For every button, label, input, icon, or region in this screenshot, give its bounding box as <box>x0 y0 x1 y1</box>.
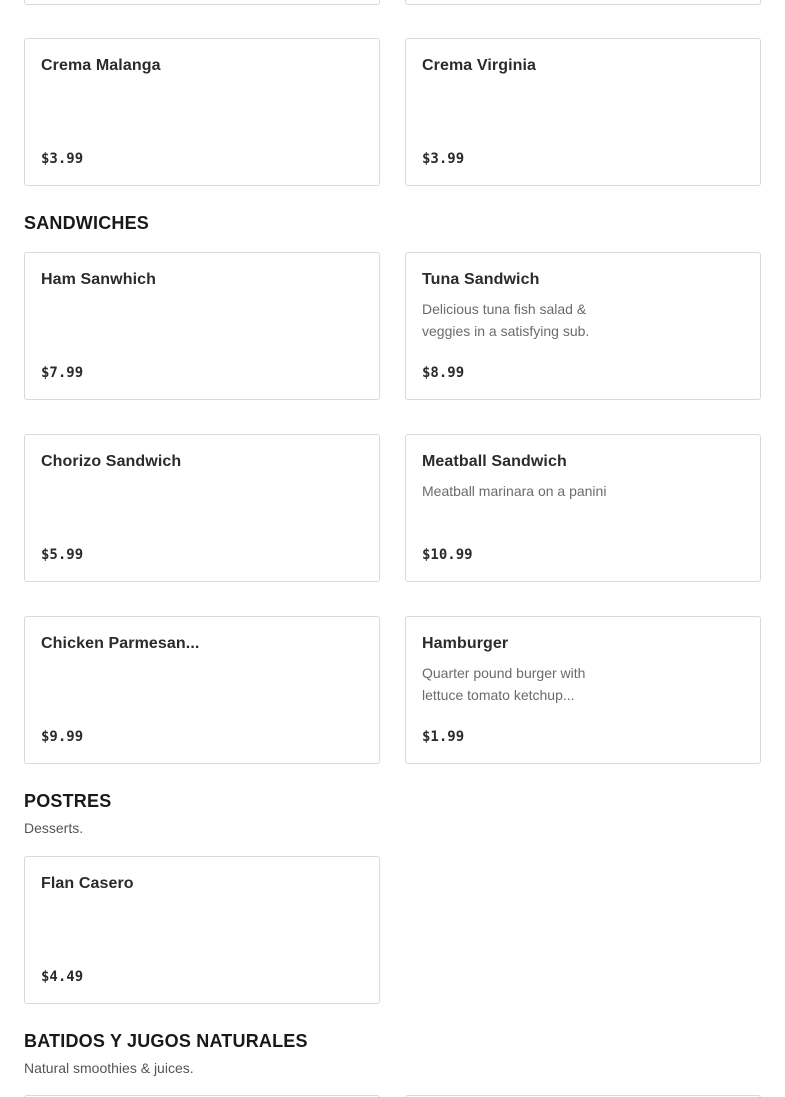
item-price: $3.99 <box>41 151 84 167</box>
item-price: $1.99 <box>422 729 465 745</box>
section-description-postres: Desserts. <box>24 820 84 836</box>
menu-item-card-tuna-sandwich[interactable] <box>405 252 761 400</box>
item-name: Hamburger <box>422 635 509 652</box>
section-description-batidos: Natural smoothies & juices. <box>24 1060 194 1076</box>
menu-item-card-chorizo-sandwich[interactable] <box>24 434 380 582</box>
section-title-postres: POSTRES <box>24 791 112 811</box>
item-name: Meatball Sandwich <box>422 453 567 470</box>
section-title-sandwiches: SANDWICHES <box>24 213 150 233</box>
menu-item-card-hamburger[interactable] <box>405 616 761 764</box>
item-price: $4.49 <box>41 969 84 985</box>
menu-item-card-ham-sanwhich[interactable] <box>24 252 380 400</box>
item-name: Flan Casero <box>41 875 134 892</box>
menu-item-card-crema-malanga[interactable] <box>24 38 380 186</box>
item-name: Ham Sanwhich <box>41 271 157 288</box>
section-title-batidos: BATIDOS Y JUGOS NATURALES <box>24 1031 308 1051</box>
item-price: $3.99 <box>422 151 465 167</box>
item-name: Crema Malanga <box>41 57 161 74</box>
item-description: Delicious tuna fish salad & veggies in a satisfying sub. <box>422 301 590 339</box>
menu-item-card-crema-virginia[interactable] <box>405 38 761 186</box>
item-price: $5.99 <box>41 547 84 563</box>
item-price: $7.99 <box>41 365 84 381</box>
menu-item-card-meatball-sandwich[interactable] <box>405 434 761 582</box>
menu-item-card-flan-casero[interactable] <box>24 856 380 1004</box>
menu-item-card-partial[interactable] <box>24 0 380 5</box>
item-name: Tuna Sandwich <box>422 271 540 288</box>
menu-item-card-chicken-parmesan[interactable] <box>24 616 380 764</box>
item-price: $10.99 <box>422 547 473 563</box>
item-name: Chicken Parmesan... <box>41 635 200 652</box>
item-price: $8.99 <box>422 365 465 381</box>
item-name: Chorizo Sandwich <box>41 453 182 470</box>
item-description: Quarter pound burger with lettuce tomato ketchup... <box>422 665 586 703</box>
item-name: Crema Virginia <box>422 57 537 74</box>
menu-item-card-partial[interactable] <box>405 0 761 5</box>
item-description: Meatball marinara on a panini <box>422 483 607 499</box>
item-price: $9.99 <box>41 729 84 745</box>
